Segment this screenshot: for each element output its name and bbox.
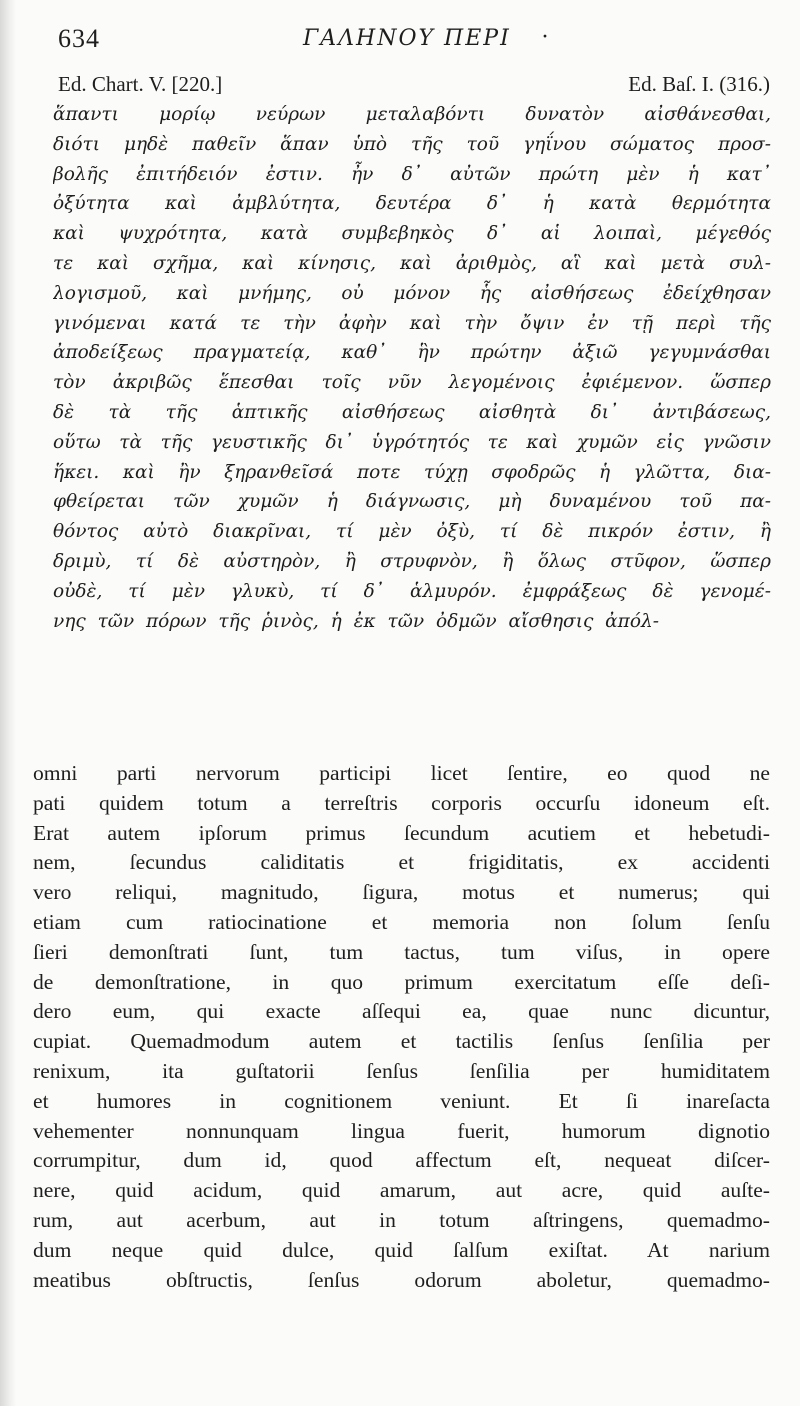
greek-line: οὐδὲ, τί μὲν γλυκὺ, τί δ᾽ ἁλμυρόν. ἐμφράξεως δὲ γενομέ- xyxy=(53,580,771,602)
greek-line: γινόμεναι κατά τε τὴν ἀφὴν καὶ τὴν ὄψιν ἐν τῇ περὶ τῆς xyxy=(53,312,771,334)
greek-line: οὕτω τὰ τῆς γευστικῆς δι᾽ ὑγρότητός τε καὶ χυμῶν εἰς γνῶσιν xyxy=(53,431,771,453)
greek-line: τε καὶ σχῆμα, καὶ κίνησις, καὶ ἀριθμὸς, αἳ καὶ μετὰ συλ- xyxy=(53,252,771,274)
greek-line: ἀποδείξεως πραγματείᾳ, καθ᾽ ἣν πρώτην ἀξιῶ γεγυμνάσθαι xyxy=(53,342,771,364)
latin-line: nere, quid acidum, quid amarum, aut acre, quid auſte- xyxy=(33,1178,770,1203)
greek-line: βολῆς ἐπιτήδειόν ἐστιν. ἦν δ᾽ αὐτῶν πρώτη μὲν ἡ κατ᾽ xyxy=(53,163,771,185)
edition-basel: Ed. Baſ. I. (316.) xyxy=(628,72,770,96)
latin-line: omni parti nervorum participi licet ſentire, eo quod ne xyxy=(33,761,770,785)
latin-line: dero eum, qui exacte aſſequi ea, quae nunc dicuntur, xyxy=(33,999,770,1024)
greek-line: τὸν ἀκριβῶς ἕπεσθαι τοῖς νῦν λεγομένοις ἐφιέμενον. ὥσπερ xyxy=(53,372,771,394)
latin-line: dum neque quid dulce, quid ſalſum exiſtat. At narium xyxy=(33,1237,770,1262)
greek-line: νης τῶν πόρων τῆς ῥινὸς, ἡ ἐκ τῶν ὀδμῶν αἴσθησις ἀπόλ- xyxy=(53,610,659,632)
edition-references xyxy=(58,72,770,102)
greek-line: δὲ τὰ τῆς ἁπτικῆς αἰσθήσεως αἰσθητὰ δι᾽ ἀντιβάσεως, xyxy=(53,401,771,423)
greek-line: καὶ ψυχρότητα, κατὰ συμβεβηκὸς δ᾽ αἱ λοιπαὶ, μέγεθός xyxy=(53,223,771,245)
greek-line: ἅπαντι μορίῳ νεύρων μεταλαβόντι δυνατὸν αἰσθάνεσθαι, xyxy=(53,104,771,125)
page-header xyxy=(58,24,770,66)
header-ornament: · xyxy=(541,24,549,50)
page-number: 634 xyxy=(58,24,100,53)
latin-line: pati quidem totum a terreſtris corporis occurſu idoneum eſt. xyxy=(33,790,770,815)
greek-line: θόντος αὐτὸ διακρῖναι, τί μὲν ὀξὺ, τί δὲ πικρόν ἐστιν, ἢ xyxy=(53,521,771,543)
latin-line: corrumpitur, dum id, quod affectum eſt, nequeat diſcer- xyxy=(33,1148,770,1173)
greek-line: φθείρεται τῶν χυμῶν ἡ διάγνωσις, μὴ δυναμένου τοῦ πα- xyxy=(53,491,771,513)
latin-line: renixum, ita guſtatorii ſenſus ſenſilia per humiditatem xyxy=(33,1058,770,1083)
latin-line: cupiat. Quemadmodum autem et tactilis ſenſus ſenſilia per xyxy=(33,1029,770,1054)
latin-line: ſieri demonſtrati ſunt, tum tactus, tum viſus, in opere xyxy=(33,939,770,964)
latin-line: Erat autem ipſorum primus ſecundum acutiem et hebetudi- xyxy=(33,820,770,845)
latin-line: et humores in cognitionem veniunt. Et ſi inareſacta xyxy=(33,1088,770,1113)
latin-line: etiam cum ratiocinatione et memoria non ſolum ſenſu xyxy=(33,909,770,934)
greek-line: ὀξύτητα καὶ ἀμβλύτητα, δευτέρα δ᾽ ἡ κατὰ θερμότητα xyxy=(53,193,771,215)
latin-line: vehementer nonnunquam lingua fuerit, humorum dignotio xyxy=(33,1118,770,1143)
greek-line: διότι μηδὲ παθεῖν ἅπαν ὑπὸ τῆς τοῦ γηΐνου σώματος προσ- xyxy=(53,133,771,155)
scan-edge-shadow xyxy=(0,0,16,1406)
greek-text-block xyxy=(53,100,771,636)
edition-chartier: Ed. Chart. V. [220.] xyxy=(58,72,223,96)
latin-text-block xyxy=(33,759,770,1295)
greek-line: λογισμοῦ, καὶ μνήμης, οὐ μόνον ἧς αἰσθήσεως ἐδείχθησαν xyxy=(53,282,771,304)
latin-line: meatibus obſtructis, ſenſus odorum aboletur, quemadmo- xyxy=(33,1267,770,1292)
greek-line: δριμὺ, τί δὲ αὐστηρὸν, ἢ στρυφνὸν, ἢ ὅλως στῦφον, ὥσπερ xyxy=(53,550,771,572)
latin-line: de demonſtratione, in quo primum exercitatum eſſe deſi- xyxy=(33,969,770,994)
latin-line: rum, aut acerbum, aut in totum aſtringens, quemadmo- xyxy=(33,1207,770,1232)
latin-line: vero reliqui, magnitudo, ſigura, motus et numerus; qui xyxy=(33,880,770,905)
latin-line: nem, ſecundus caliditatis et frigiditatis, ex accidenti xyxy=(33,850,770,875)
greek-line: ἥκει. καὶ ἢν ξηρανθεῖσά ποτε τύχῃ σφοδρῶς ἡ γλῶττα, δια- xyxy=(53,461,771,483)
running-title: ΓΑΛΗΝΟΥ ΠΕΡΙ xyxy=(303,26,511,51)
